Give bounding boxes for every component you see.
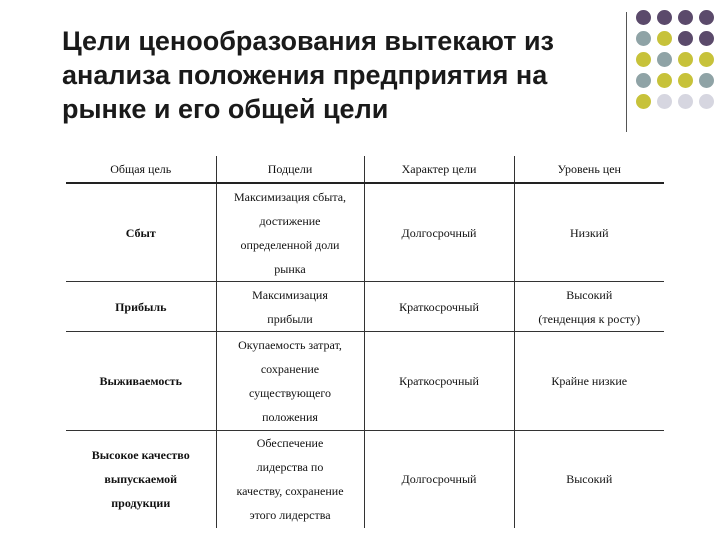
decorative-dot <box>678 31 693 46</box>
slide-title: Цели ценообразования вытекают из анализа положения предприятия на рынке и его общей цели <box>62 26 554 124</box>
decorative-dot <box>678 73 693 88</box>
decorative-dot <box>678 52 693 67</box>
header-goal-character: Характер цели <box>364 156 514 183</box>
cell-level: Высокий (тенденция к росту) <box>514 282 664 332</box>
decorative-dot <box>657 10 672 25</box>
table-row <box>66 332 664 430</box>
decorative-dot-grid <box>636 10 714 109</box>
decorative-dot <box>636 31 651 46</box>
cell-goal: Сбыт <box>66 183 216 282</box>
cell-subgoal: Окупаемость затрат, сохранение существующего положения <box>216 332 364 430</box>
decorative-dot <box>657 52 672 67</box>
table-row <box>66 282 664 332</box>
decorative-dot <box>636 52 651 67</box>
cell-character: Краткосрочный <box>364 332 514 430</box>
decorative-dot <box>636 10 651 25</box>
cell-character: Краткосрочный <box>364 282 514 332</box>
cell-goal: Высокое качество выпускаемой продукции <box>66 430 216 528</box>
cell-character: Долгосрочный <box>364 430 514 528</box>
header-general-goal: Общая цель <box>66 156 216 183</box>
cell-subgoal: Обеспечение лидерства по качеству, сохранение этого лидерства <box>216 430 364 528</box>
cell-level: Крайне низкие <box>514 332 664 430</box>
decorative-dot <box>699 73 714 88</box>
decorative-dot <box>678 10 693 25</box>
cell-character: Долгосрочный <box>364 183 514 282</box>
pricing-goals-table <box>66 156 664 528</box>
header-price-level: Уровень цен <box>514 156 664 183</box>
decorative-dot <box>657 94 672 109</box>
table-row <box>66 183 664 282</box>
decorative-dot <box>657 31 672 46</box>
decorative-dot <box>699 31 714 46</box>
decorative-dot <box>699 94 714 109</box>
decorative-dot <box>657 73 672 88</box>
header-subgoals: Подцели <box>216 156 364 183</box>
decorative-dot <box>699 52 714 67</box>
cell-level: Высокий <box>514 430 664 528</box>
decorative-dot <box>636 94 651 109</box>
table-row <box>66 430 664 528</box>
decorative-dot <box>699 10 714 25</box>
cell-goal: Выживаемость <box>66 332 216 430</box>
cell-goal: Прибыль <box>66 282 216 332</box>
decorative-dot <box>678 94 693 109</box>
table-header-row <box>66 156 664 183</box>
title-divider <box>626 12 627 132</box>
decorative-dot <box>636 73 651 88</box>
cell-subgoal: Максимизация сбыта, достижение определенной доли рынка <box>216 183 364 282</box>
cell-subgoal: Максимизация прибыли <box>216 282 364 332</box>
cell-level: Низкий <box>514 183 664 282</box>
